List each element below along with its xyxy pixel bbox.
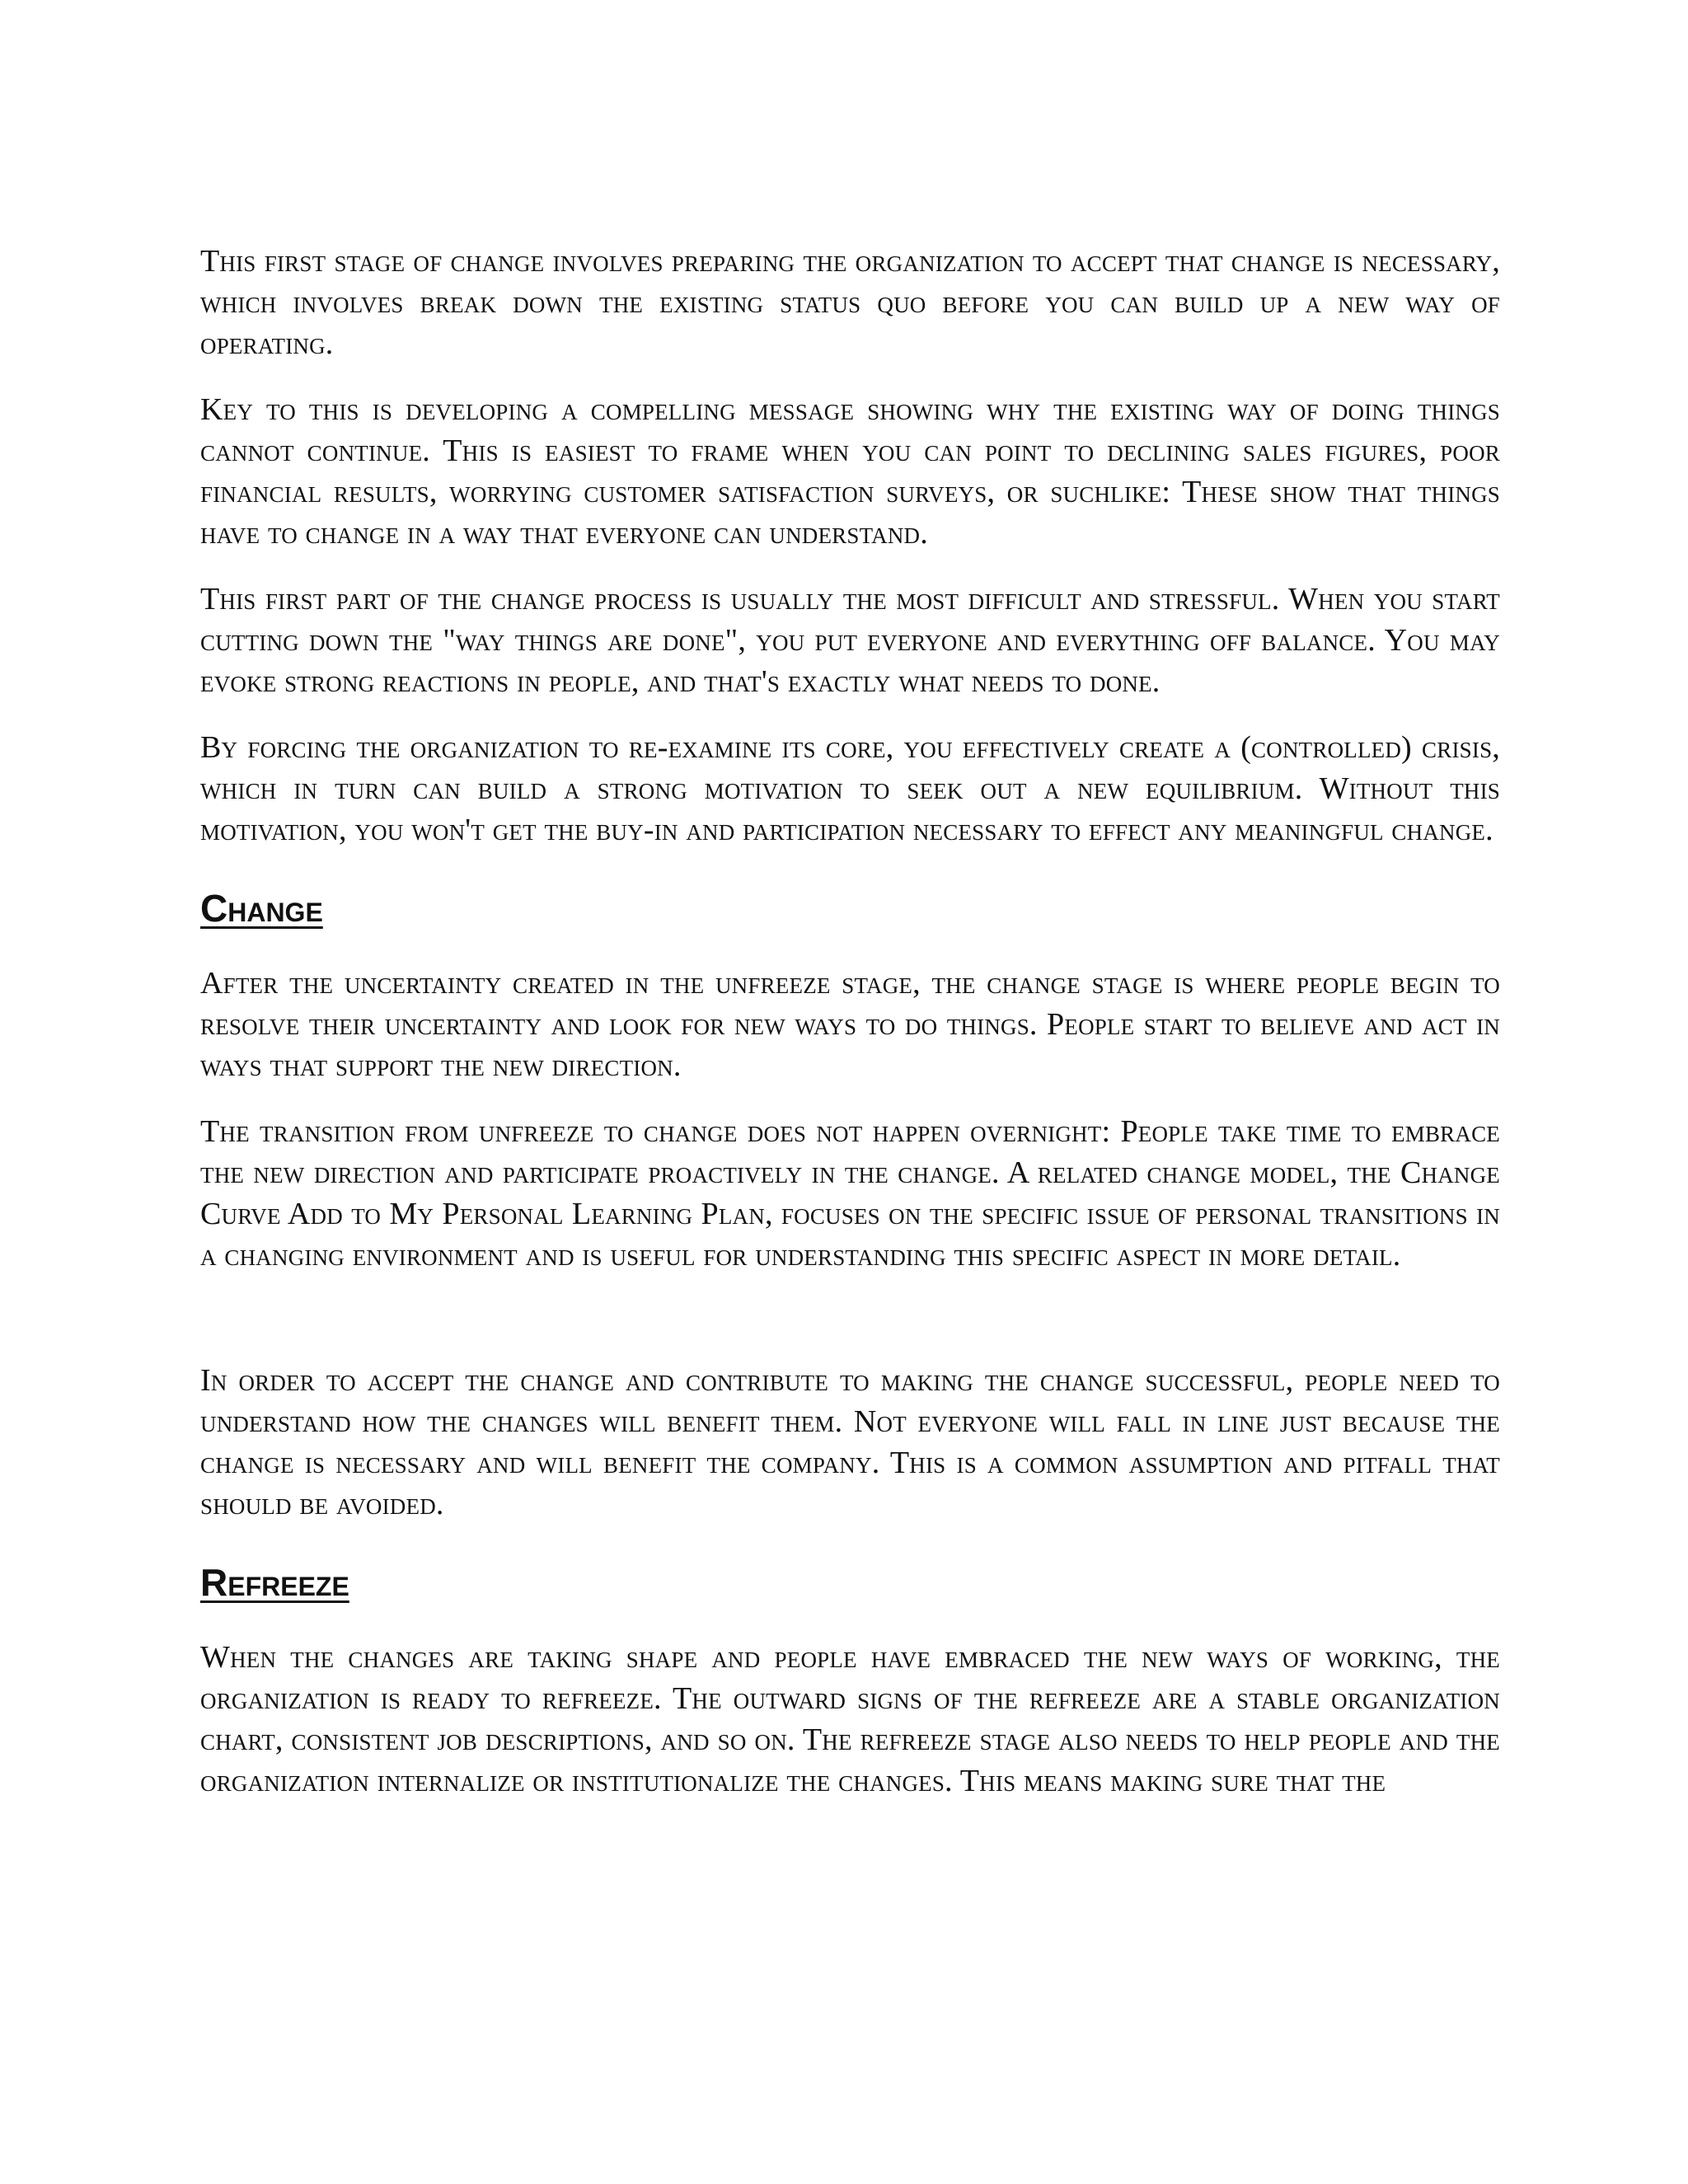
- change-heading: Change: [200, 887, 323, 930]
- change-paragraph-3: In order to accept the change and contribute to making the change successful, people need to understand how the changes will benefit them. Not everyone will fall in line just because the change is necessary and will benefit the company. This is a common assumption and pitfall that should be avoided.: [200, 1363, 1500, 1521]
- unfreeze-paragraph-3: This first part of the change process is usually the most difficult and stressful. When you start cutting down the "way things are done", you put everyone and everything off balance. You may evoke strong reactions in people, and that's exactly what needs to done.: [200, 582, 1500, 699]
- document-page: [200, 241, 1500, 1826]
- unfreeze-paragraph-1: This first stage of change involves preparing the organization to accept that change is necessary, which involves break down the existing status quo before you can build up a new way of operating.: [200, 244, 1500, 361]
- unfreeze-paragraph-2: Key to this is developing a compelling message showing why the existing way of doing things cannot continue. This is easiest to frame when you can point to declining sales figures, poor financial results, worrying customer satisfaction surveys, or suchlike: These show that things have to change in a way that everyone can understand.: [200, 392, 1500, 551]
- change-paragraph-1: After the uncertainty created in the unfreeze stage, the change stage is where people begin to resolve their uncertainty and look for new ways to do things. People start to believe and act in ways that support the new direction.: [200, 966, 1500, 1083]
- change-paragraph-2: The transition from unfreeze to change does not happen overnight: People take time to embrace the new direction and participate proactively in the change. A related change model, the Change Curve Add to My Personal Learning Plan, focuses on the specific issue of personal transitions in a changing environment and is useful for understanding this specific aspect in more detail.: [200, 1114, 1500, 1272]
- refreeze-paragraph-1: When the changes are taking shape and people have embraced the new ways of working, the organization is ready to refreeze. The outward signs of the refreeze are a stable organization chart, consistent job descriptions, and so on. The refreeze stage also needs to help people and the organization internalize or institutionalize the changes. This means making sure that the: [200, 1640, 1500, 1798]
- unfreeze-paragraph-4: By forcing the organization to re-examine its core, you effectively create a (controlled) crisis, which in turn can build a strong motivation to seek out a new equilibrium. Without this motivation, you won't get the buy-in and participation necessary to effect any meaningful change.: [200, 730, 1500, 847]
- refreeze-heading: Refreeze: [200, 1561, 349, 1604]
